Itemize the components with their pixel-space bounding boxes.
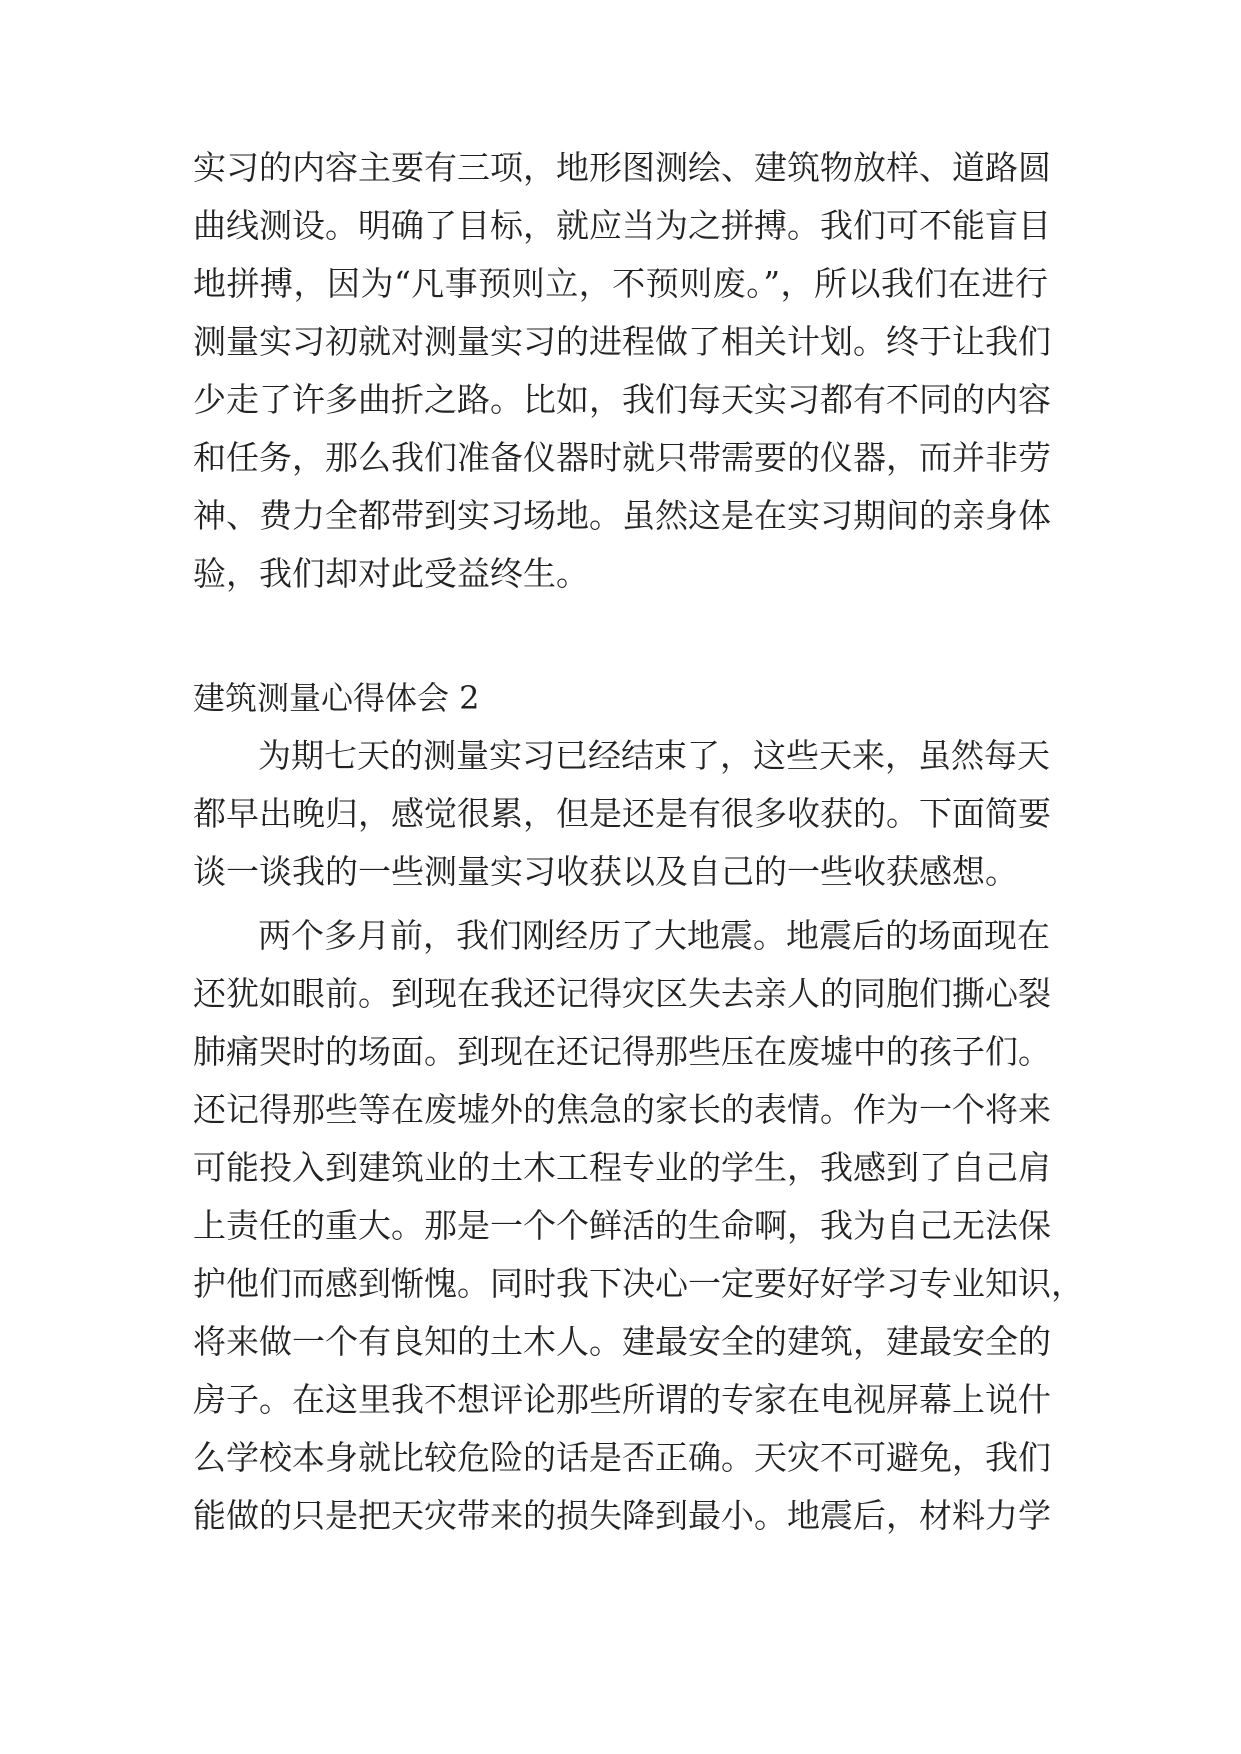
- paragraph-2-line-1: 为期七天的测量实习已经结束了，这些天来，虽然每天: [258, 736, 1050, 775]
- paragraph-3-line-10: 么学校本身就比较危险的话是否正确。天灾不可避免，我们: [193, 1438, 1051, 1477]
- paragraph-3-line-3: 肺痛哭时的场面。到现在还记得那些压在废墟中的孩子们。: [193, 1032, 1051, 1071]
- paragraph-3-line-11: 能做的只是把天灾带来的损失降到最小。地震后，材料力学: [193, 1496, 1051, 1535]
- paragraph-1-line-7: 神、费力全都带到实习场地。虽然这是在实习期间的亲身体: [193, 496, 1051, 535]
- paragraph-3-line-1: 两个多月前，我们刚经历了大地震。地震后的场面现在: [258, 916, 1050, 955]
- paragraph-3-line-9: 房子。在这里我不想评论那些所谓的专家在电视屏幕上说什: [193, 1380, 1051, 1419]
- paragraph-1-line-5: 少走了许多曲折之路。比如，我们每天实习都有不同的内容: [193, 380, 1051, 419]
- paragraph-3-line-2: 还犹如眼前。到现在我还记得灾区失去亲人的同胞们撕心裂: [193, 974, 1051, 1013]
- paragraph-3-line-7: 护他们而感到惭愧。同时我下决心一定要好好学习专业知识，: [193, 1264, 1084, 1303]
- paragraph-2-line-2: 都早出晚归，感觉很累，但是还是有很多收获的。下面简要: [193, 794, 1051, 833]
- paragraph-1-line-2: 曲线测设。明确了目标，就应当为之拼搏。我们可不能盲目: [193, 206, 1051, 245]
- paragraph-3-line-6: 上责任的重大。那是一个个鲜活的生命啊，我为自己无法保: [193, 1206, 1051, 1245]
- paragraph-1-line-1: 实习的内容主要有三项，地形图测绘、建筑物放样、道路圆: [193, 148, 1051, 187]
- section-heading: 建筑测量心得体会 2: [193, 679, 480, 717]
- paragraph-1-line-4: 测量实习初就对测量实习的进程做了相关计划。终于让我们: [193, 322, 1051, 361]
- paragraph-3-line-4: 还记得那些等在废墟外的焦急的家长的表情。作为一个将来: [193, 1090, 1051, 1129]
- paragraph-1-line-6: 和任务，那么我们准备仪器时就只带需要的仪器，而并非劳: [193, 438, 1051, 477]
- paragraph-1-line-3: 地拼搏，因为“凡事预则立，不预则废。”，所以我们在进行: [193, 264, 1048, 303]
- paragraph-3-line-5: 可能投入到建筑业的土木工程专业的学生，我感到了自己肩: [193, 1148, 1051, 1187]
- paragraph-1-line-8: 验，我们却对此受益终生。: [193, 554, 589, 593]
- paragraph-2-line-3: 谈一谈我的一些测量实习收获以及自己的一些收获感想。: [193, 852, 1018, 891]
- paragraph-3-line-8: 将来做一个有良知的土木人。建最安全的建筑，建最安全的: [193, 1322, 1051, 1361]
